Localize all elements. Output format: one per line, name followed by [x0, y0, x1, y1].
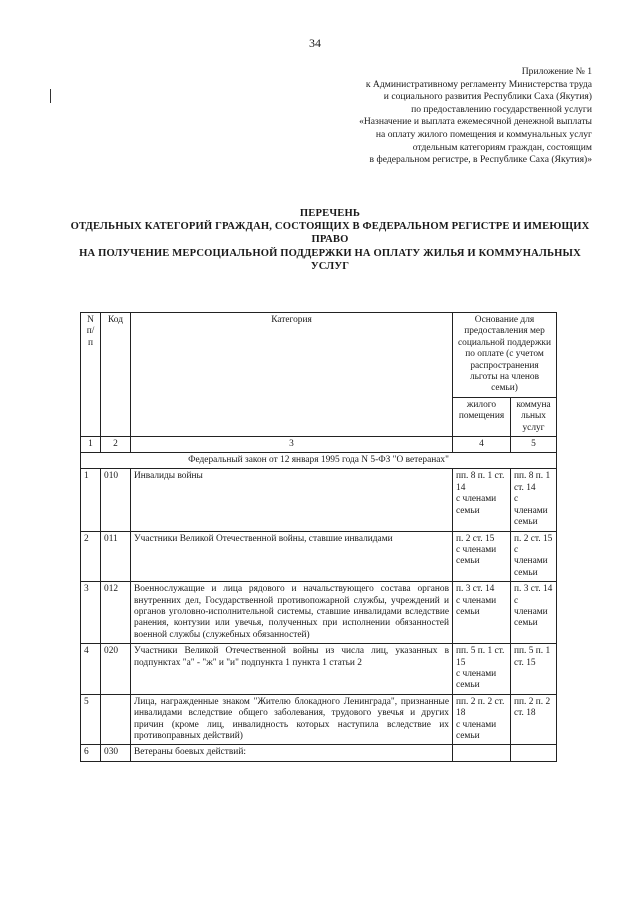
header-housing: жилого помещения	[453, 397, 511, 436]
basis-line: п. 3 ст. 14	[456, 584, 495, 595]
row-utilities	[511, 469, 557, 531]
categories-table	[80, 312, 557, 762]
appendix-line: к Административному регламенту Министерства труда	[365, 78, 592, 90]
row-category: Участники Великой Отечественной войны из числа лиц, указанных в подпунктах "а" - "ж" и "и" подпункта 1 пункта 1 статьи 2	[131, 644, 453, 695]
basis-line: с членами семьи	[456, 544, 497, 567]
row-utilities	[511, 531, 557, 582]
row-housing	[453, 469, 511, 531]
row-housing	[453, 694, 511, 745]
margin-mark	[50, 89, 51, 103]
row-num: 5	[81, 694, 101, 745]
basis-line: пп. 5 п. 1 ст. 15	[514, 646, 551, 668]
title-line: ПЕРЕЧЕНЬ	[299, 208, 361, 219]
table-row	[81, 644, 557, 695]
basis-line: с членами семьи	[456, 719, 497, 741]
column-number: 1	[81, 437, 101, 453]
header-utilities: коммунальных услуг	[511, 397, 557, 436]
row-category: Ветераны боевых действий:	[131, 745, 453, 761]
appendix-line: по предоставлению государственной услуги	[411, 103, 592, 115]
table-row	[81, 582, 557, 644]
title-line: УСЛУГ	[310, 260, 350, 272]
basis-line: с членами семьи	[514, 595, 548, 629]
appendix-line: «Назначение и выплата ежемесячной денежной выплаты	[359, 116, 592, 128]
appendix-line: и социального развития Республики Саха (Якутия)	[383, 91, 592, 103]
title-line: ОТДЕЛЬНЫХ КАТЕГОРИЙ ГРАЖДАН, СОСТОЯЩИХ В ФЕДЕРАЛЬНОМ РЕГИСТРЕ И ИМЕЮЩИХ	[70, 221, 590, 233]
row-code: 012	[101, 582, 131, 644]
row-housing	[453, 582, 511, 644]
basis-line: п. 2 ст. 15	[456, 533, 495, 544]
row-utilities	[511, 745, 557, 761]
column-number: 3	[131, 437, 453, 453]
appendix-line: отдельным категориям граждан, состоящим	[412, 141, 592, 153]
header-category: Категория	[131, 313, 453, 437]
row-code: 030	[101, 745, 131, 761]
row-code	[101, 694, 131, 745]
row-category: Инвалиды войны	[131, 469, 453, 531]
basis-line: пп. 2 п. 2 ст. 18	[456, 696, 505, 719]
row-num: 2	[81, 531, 101, 582]
row-num: 3	[81, 582, 101, 644]
row-code: 010	[101, 469, 131, 531]
row-code: 020	[101, 644, 131, 695]
column-number: 5	[511, 437, 557, 453]
column-number: 4	[453, 437, 511, 453]
row-num: 1	[81, 469, 101, 531]
table-row	[81, 531, 557, 582]
row-utilities	[511, 644, 557, 695]
appendix-block	[292, 66, 592, 167]
basis-line: с членами семьи	[456, 494, 497, 516]
basis-line: п. 2 ст. 15	[514, 533, 553, 544]
table-row	[81, 469, 557, 531]
row-num: 6	[81, 745, 101, 761]
basis-line: с членами семьи	[456, 668, 497, 691]
appendix-line: в федеральном регистре, в Республике Саха (Якутия)»	[369, 154, 592, 166]
table-header-row	[81, 313, 557, 398]
basis-line: пп. 8 п. 1 ст. 14	[456, 471, 505, 493]
row-housing	[453, 745, 511, 761]
row-category: Участники Великой Отечественной войны, ставшие инвалидами	[131, 531, 453, 582]
basis-line: с членами семьи	[514, 494, 548, 528]
title-line: НА ПОЛУЧЕНИЕ МЕРСОЦИАЛЬНОЙ ПОДДЕРЖКИ НА ОПЛАТУ ЖИЛЬЯ И КОММУНАЛЬНЫХ	[79, 247, 581, 259]
appendix-line: на оплату жилого помещения и коммунальных услуг	[375, 128, 592, 140]
basis-line: пп. 5 п. 1 ст. 15	[456, 646, 505, 668]
header-num: N п/ п	[81, 313, 101, 437]
appendix-line: Приложение № 1	[521, 66, 592, 77]
row-code: 011	[101, 531, 131, 582]
document-title	[60, 207, 600, 273]
basis-line: с членами семьи	[456, 595, 497, 617]
row-housing	[453, 644, 511, 695]
header-code: Код	[101, 313, 131, 437]
row-category: Лица, награжденные знаком "Жителю блокадного Ленинграда", признанные инвалидами вследствие общего заболевания, трудового увечья и других причин (кроме лиц, инвалидность которых наступила вследствие их противоправных действий)	[131, 694, 453, 745]
row-utilities	[511, 694, 557, 745]
row-housing	[453, 531, 511, 582]
section-heading: Федеральный закон от 12 января 1995 года N 5-ФЗ "О ветеранах"	[81, 453, 557, 469]
basis-line: п. 3 ст. 14	[514, 584, 553, 595]
row-category: Военнослужащие и лица рядового и начальствующего состава органов внутренних дел, Государственной противопожарной службы, учреждений и органов уголовно-исполнительной системы, ставшие инвалидами вследствие ранения, контузии или увечья, полученных при исполнении обязанностей военной службы (служебных обязанностей)	[131, 582, 453, 644]
basis-line: пп. 8 п. 1 ст. 14	[514, 471, 551, 493]
basis-line: пп. 2 п. 2 ст. 18	[514, 696, 551, 719]
column-number: 2	[101, 437, 131, 453]
column-numbers-row	[81, 437, 557, 453]
row-utilities	[511, 582, 557, 644]
page-number: 34	[309, 36, 321, 50]
title-line: ПРАВО	[311, 234, 349, 246]
table-row	[81, 745, 557, 761]
section-row	[81, 453, 557, 469]
row-num: 4	[81, 644, 101, 695]
table-row	[81, 694, 557, 745]
header-basis: Основание для предоставления мер социальной поддержки по оплате (с учетом распространения льготы на членов семьи)	[453, 313, 557, 398]
basis-line: с членами семьи	[514, 544, 548, 578]
